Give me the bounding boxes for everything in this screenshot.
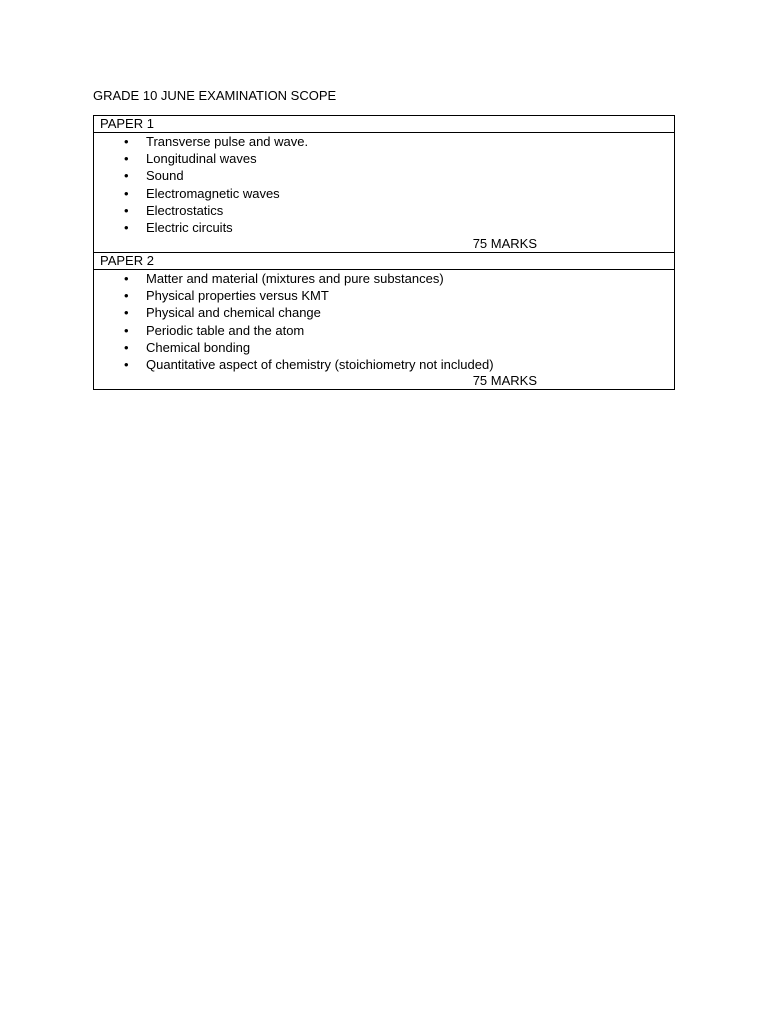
bullet-icon: • (124, 339, 129, 355)
bullet-icon: • (124, 134, 129, 149)
list-item (94, 270, 674, 287)
topic-text: Transverse pulse and wave. (146, 134, 309, 149)
topic-text: Longitudinal waves (146, 151, 257, 167)
paper-1-marks: 75 MARKS (472, 236, 537, 251)
bullet-icon: • (124, 288, 129, 304)
list-item (94, 339, 674, 356)
bullet-icon: • (124, 151, 129, 167)
bullet-icon: • (124, 305, 129, 321)
page-title: GRADE 10 JUNE EXAMINATION SCOPE (93, 88, 337, 103)
bullet-icon: • (124, 322, 129, 338)
list-item (94, 287, 674, 304)
bullet-icon: • (124, 168, 129, 184)
bullet-icon: • (124, 271, 129, 286)
list-item (94, 304, 674, 321)
paper-1-body (94, 133, 674, 253)
bullet-icon: • (124, 356, 129, 372)
topic-text: Sound (146, 168, 184, 184)
topic-text: Periodic table and the atom (146, 322, 305, 338)
list-item (94, 356, 674, 373)
topic-text: Electric circuits (146, 219, 233, 235)
list-item (94, 167, 674, 184)
paper-2-marks: 75 MARKS (472, 373, 537, 388)
list-item (94, 202, 674, 219)
topic-text: Chemical bonding (146, 339, 251, 355)
bullet-icon: • (124, 185, 129, 201)
topic-text: Physical properties versus KMT (146, 288, 329, 304)
bullet-icon: • (124, 219, 129, 235)
list-item (94, 185, 674, 202)
paper-2-topic-list (94, 270, 674, 373)
topic-text: Matter and material (mixtures and pure substances) (146, 271, 444, 286)
paper-2-body (94, 270, 674, 389)
topic-text: Physical and chemical change (146, 305, 321, 321)
topic-text: Electromagnetic waves (146, 185, 280, 201)
paper-1-header: PAPER 1 (94, 116, 674, 133)
list-item (94, 150, 674, 167)
paper-2-header: PAPER 2 (94, 253, 674, 270)
bullet-icon: • (124, 202, 129, 218)
paper-1-topic-list (94, 133, 674, 236)
exam-scope-table (93, 115, 675, 390)
list-item (94, 133, 674, 150)
list-item (94, 322, 674, 339)
topic-text: Quantitative aspect of chemistry (stoichiometry not included) (146, 356, 494, 372)
list-item (94, 219, 674, 236)
topic-text: Electrostatics (146, 202, 224, 218)
